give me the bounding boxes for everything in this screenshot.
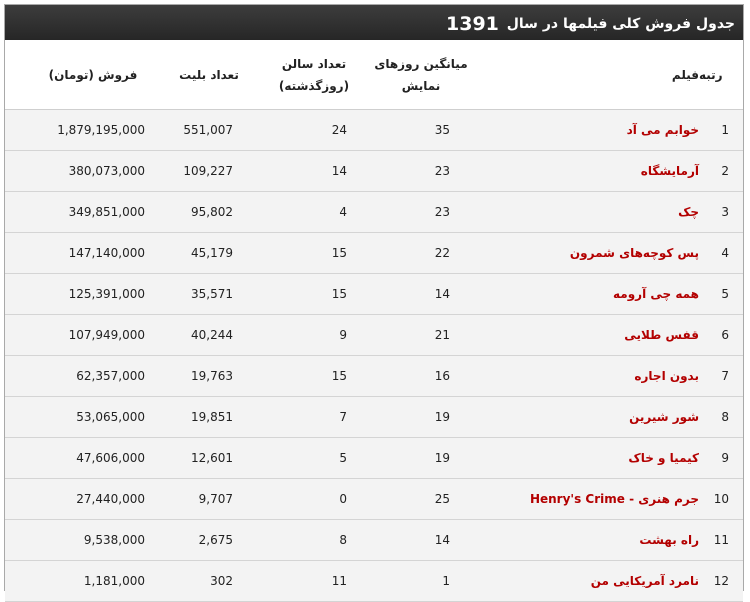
sales-value: 147,140,000 (68, 246, 145, 260)
days-value: 35 (434, 123, 450, 137)
header-days (371, 40, 471, 109)
rank-value: 6 (721, 328, 729, 342)
halls-cell (269, 315, 363, 355)
halls-cell (269, 233, 363, 273)
rank-cell (699, 315, 729, 355)
header-rank: رتبه (699, 67, 723, 82)
days-value: 19 (434, 451, 450, 465)
halls-value: 0 (339, 492, 347, 506)
tickets-value: 109,227 (183, 164, 233, 178)
halls-value: 11 (331, 574, 347, 588)
days-cell (370, 397, 470, 437)
halls-value: 24 (331, 123, 347, 137)
sales-value: 1,879,195,000 (57, 123, 145, 137)
days-cell (370, 479, 470, 519)
table-row (5, 151, 743, 192)
film-cell (499, 192, 699, 232)
tickets-cell (153, 356, 253, 396)
halls-value: 5 (339, 451, 347, 465)
days-cell (370, 520, 470, 560)
film-cell (499, 233, 699, 273)
sales-value: 9,538,000 (83, 533, 145, 547)
film-link[interactable]: کیمیا و خاک (628, 451, 699, 465)
tickets-value: 45,179 (191, 246, 233, 260)
rank-cell (699, 561, 729, 601)
table-title-bar (5, 5, 743, 40)
sales-cell (35, 315, 145, 355)
sales-value: 27,440,000 (76, 492, 145, 506)
halls-value: 7 (339, 410, 347, 424)
sales-cell (35, 356, 145, 396)
rank-value: 9 (721, 451, 729, 465)
film-link[interactable]: نامرد آمریکایی من (590, 574, 699, 588)
sales-value: 380,073,000 (68, 164, 145, 178)
sales-cell (35, 274, 145, 314)
table-row (5, 356, 743, 397)
rank-value: 4 (721, 246, 729, 260)
halls-value: 15 (331, 246, 347, 260)
rank-value: 5 (721, 287, 729, 301)
table-row (5, 192, 743, 233)
rank-cell (699, 520, 729, 560)
film-link[interactable]: شور شیرین (629, 410, 699, 424)
sales-cell (35, 151, 145, 191)
film-cell (499, 315, 699, 355)
rank-value: 12 (713, 574, 729, 588)
halls-value: 15 (331, 287, 347, 301)
days-cell (370, 438, 470, 478)
tickets-cell (153, 438, 253, 478)
table-row (5, 479, 743, 520)
sales-cell (35, 561, 145, 601)
halls-cell (269, 438, 363, 478)
film-link[interactable]: بدون اجاره (634, 369, 699, 383)
film-cell (499, 274, 699, 314)
sales-value: 349,851,000 (68, 205, 145, 219)
tickets-value: 35,571 (191, 287, 233, 301)
table-row (5, 397, 743, 438)
sales-value: 125,391,000 (68, 287, 145, 301)
film-link[interactable]: چک (678, 205, 699, 219)
tickets-value: 9,707 (198, 492, 233, 506)
sales-cell (35, 479, 145, 519)
film-cell (499, 356, 699, 396)
halls-cell (269, 520, 363, 560)
days-cell (370, 274, 470, 314)
film-cell (499, 110, 699, 150)
table-title-year: 1391 (446, 13, 499, 35)
tickets-value: 19,763 (191, 369, 233, 383)
rank-value: 1 (721, 123, 729, 137)
rank-value: 10 (713, 492, 729, 506)
table-title (446, 13, 735, 35)
halls-cell (269, 561, 363, 601)
tickets-value: 12,601 (191, 451, 233, 465)
sales-cell (35, 520, 145, 560)
rank-cell (699, 233, 729, 273)
rank-value: 11 (713, 533, 729, 547)
days-cell (370, 315, 470, 355)
film-link[interactable]: پس کوچه‌های شمرون (569, 246, 699, 260)
tickets-value: 19,851 (191, 410, 233, 424)
halls-cell (269, 192, 363, 232)
days-cell (370, 356, 470, 396)
film-cell (499, 561, 699, 601)
tickets-cell (153, 151, 253, 191)
rank-value: 2 (721, 164, 729, 178)
days-value: 21 (434, 328, 450, 342)
table-row (5, 561, 743, 602)
sales-value: 107,949,000 (68, 328, 145, 342)
film-link[interactable]: آرمایشگاه (640, 164, 699, 178)
halls-cell (269, 274, 363, 314)
header-sales: فروش (تومان) (48, 67, 138, 82)
halls-cell (269, 110, 363, 150)
film-cell (499, 438, 699, 478)
header-tickets: تعداد بلیت (179, 67, 239, 82)
halls-value: 4 (339, 205, 347, 219)
rank-cell (699, 397, 729, 437)
rank-cell (699, 438, 729, 478)
days-value: 22 (434, 246, 450, 260)
days-value: 23 (434, 205, 450, 219)
rank-cell (699, 274, 729, 314)
days-value: 16 (434, 369, 450, 383)
film-cell (499, 397, 699, 437)
tickets-value: 551,007 (183, 123, 233, 137)
sales-table (5, 40, 743, 602)
sales-value: 62,357,000 (76, 369, 145, 383)
halls-cell (269, 151, 363, 191)
days-value: 1 (442, 574, 450, 588)
tickets-value: 95,802 (191, 205, 233, 219)
tickets-cell (153, 110, 253, 150)
table-row (5, 438, 743, 479)
days-value: 23 (434, 164, 450, 178)
table-row (5, 520, 743, 561)
days-cell (370, 110, 470, 150)
film-link[interactable]: جرم هنری - Henry's Crime (529, 492, 699, 506)
sales-value: 47,606,000 (76, 451, 145, 465)
days-cell (370, 151, 470, 191)
table-header-row (5, 40, 743, 110)
rank-cell (699, 356, 729, 396)
table-body (5, 110, 743, 602)
tickets-cell (153, 397, 253, 437)
table-row (5, 233, 743, 274)
table-row (5, 274, 743, 315)
tickets-value: 2,675 (198, 533, 233, 547)
days-value: 25 (434, 492, 450, 506)
sales-value: 53,065,000 (76, 410, 145, 424)
film-link[interactable]: همه چی آرومه (613, 287, 699, 301)
rank-value: 3 (721, 205, 729, 219)
halls-value: 14 (331, 164, 347, 178)
film-cell (499, 151, 699, 191)
rank-value: 7 (721, 369, 729, 383)
days-cell (370, 561, 470, 601)
sales-table-panel (4, 4, 744, 591)
header-halls (269, 40, 359, 109)
days-cell (370, 192, 470, 232)
table-title-text: جدول فروش کلی فیلمها در سال (506, 16, 735, 32)
halls-value: 15 (331, 369, 347, 383)
days-value: 19 (434, 410, 450, 424)
header-days-label: میانگین روزهای نمایش (374, 56, 468, 93)
sales-cell (35, 110, 145, 150)
film-link[interactable]: قفس طلایی (624, 328, 699, 342)
halls-cell (269, 479, 363, 519)
rank-cell (699, 151, 729, 191)
tickets-cell (153, 479, 253, 519)
rank-value: 8 (721, 410, 729, 424)
tickets-value: 40,244 (191, 328, 233, 342)
tickets-cell (153, 520, 253, 560)
sales-cell (35, 233, 145, 273)
tickets-cell (153, 561, 253, 601)
halls-cell (269, 356, 363, 396)
film-cell (499, 479, 699, 519)
sales-cell (35, 397, 145, 437)
rank-cell (699, 110, 729, 150)
tickets-value: 302 (210, 574, 233, 588)
days-cell (370, 233, 470, 273)
table-row (5, 315, 743, 356)
film-link[interactable]: راه بهشت (639, 533, 699, 547)
tickets-cell (153, 192, 253, 232)
sales-value: 1,181,000 (83, 574, 145, 588)
table-row (5, 110, 743, 151)
rank-cell (699, 192, 729, 232)
rank-cell (699, 479, 729, 519)
halls-value: 9 (339, 328, 347, 342)
halls-cell (269, 397, 363, 437)
tickets-cell (153, 315, 253, 355)
header-halls-label: تعداد سالن (روزگذشته) (278, 56, 350, 93)
days-value: 14 (434, 533, 450, 547)
tickets-cell (153, 274, 253, 314)
halls-value: 8 (339, 533, 347, 547)
tickets-cell (153, 233, 253, 273)
film-cell (499, 520, 699, 560)
film-link[interactable]: خوابم می آد (626, 123, 699, 137)
days-value: 14 (434, 287, 450, 301)
sales-cell (35, 438, 145, 478)
header-film: فیلم (671, 67, 699, 82)
sales-cell (35, 192, 145, 232)
